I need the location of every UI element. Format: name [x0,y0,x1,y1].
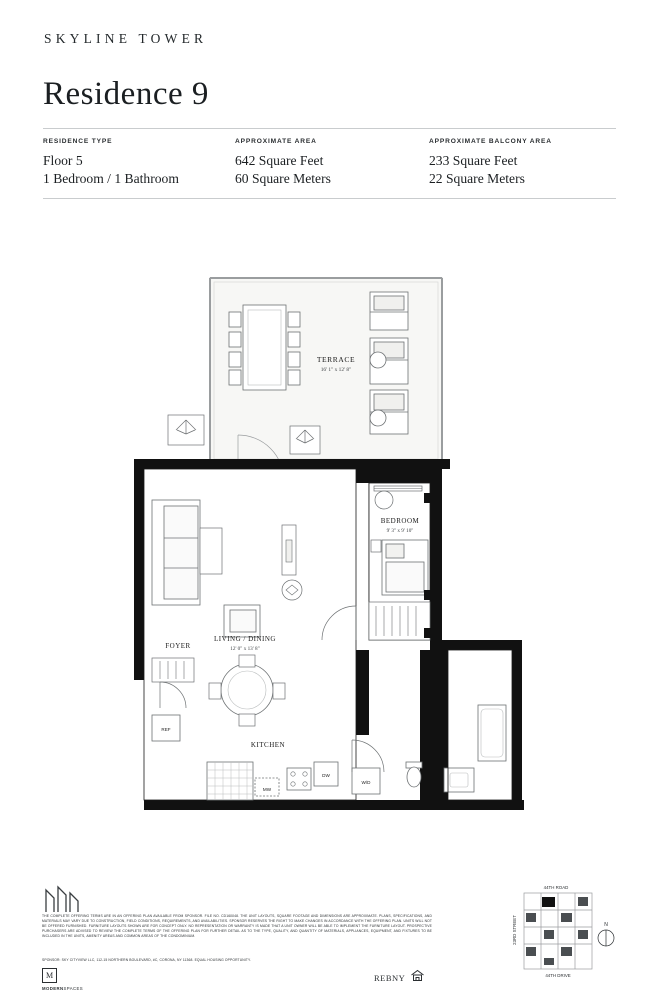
room-label-terrace: TERRACE [316,355,356,364]
spec-residence-type [43,138,235,188]
modern-spaces-name-rest: SPACES [63,986,84,991]
divider-bottom [43,198,616,199]
spec-value-line1: 233 Square Feet [429,153,518,168]
appliance-label-dw: DW [322,773,330,778]
equal-housing-icon [410,968,425,983]
keymap-label-left: 23RD STREET [512,915,517,945]
sponsor-line: SPONSOR: SKY CITYVIEW LLC, 112-15 NORTHERN BOULEVARD, #C, CORONA, NY 11368. EQUAL HOUSING OPPORTUNITY. [42,958,251,962]
appliance-label-mw: MW [262,787,272,792]
compass-north-label: N [604,922,608,928]
keymap-label-top: 44TH ROAD [543,885,569,890]
keymap-label-bottom: 44TH DRIVE [545,973,571,978]
spec-value-line2: 22 Square Meters [429,171,525,186]
appliance-label-wd: W/D [361,780,371,785]
spec-approximate-balcony-area [429,138,616,188]
spec-value-line1: 642 Square Feet [235,153,324,168]
site-key-map [508,880,618,980]
floor-plan [0,250,659,820]
spec-value-line2: 1 Bedroom / 1 Bathroom [43,171,179,186]
spec-value-line2: 60 Square Meters [235,171,331,186]
room-dims-living-dining: 12' 0" x 13' 8" [230,646,260,652]
spec-label: APPROXIMATE AREA [235,138,317,145]
legal-disclaimer: THE COMPLETE OFFERING TERMS ARE IN AN OFFERING PLAN AVAILABLE FROM SPONSOR. FILE NO. CD160048. THE UNIT LAYOUTS, SQUARE FOOTAGE AND DIMENSIONS ARE APPROXIMATE. PLANS, SPECIFICATIONS, AND MATERIALS MAY VARY DUE TO CONSTRUCTION, FIELD CONDITIONS, REQUIREMENTS, AND AVAILABILITIES. SPONSOR RESERVES THE RIGHT TO MAKE CHANGES IN ACCORDANCE WITH THE OFFERING PLAN. UNITS WILL NOT BE OFFERED FURNISHED. FURNITURE LAYOUTS SHOWN ARE FOR CONCEPT ONLY. NO REPRESENTATION OR WARRANTY IS MADE THAT A UNIT OWNER WILL BE ABLE TO IMPLEMENT THE FURNITURE LAYOUT. PROSPECTIVE PURCHASERS ARE ADVISED TO REVIEW THE COMPLETE TERMS OF THE OFFERING PLAN FOR FURTHER DETAIL AS TO THE TYPE, QUALITY, AND QUANTITY OF MATERIALS, APPLIANCES, EQUIPMENT, AND FIXTURES TO BE INCLUDED IN THE UNITS, AMENITY AREAS AND COMMON AREAS OF THE CONDOMINIUM. [42,914,432,938]
spec-value-line1: Floor 5 [43,153,83,168]
divider-top [43,128,616,129]
room-label-foyer: FOYER [165,642,191,650]
footer [0,870,659,1000]
room-label-living-dining: LIVING / DINING [214,635,276,643]
room-label-kitchen: KITCHEN [250,741,286,749]
keymap-building-marker [542,897,555,907]
spec-label: APPROXIMATE BALCONY AREA [429,138,552,145]
room-label-bedroom: BEDROOM [380,517,420,525]
modern-spaces-name [42,986,102,991]
modern-spaces-logo [42,968,102,991]
room-dims-bedroom: 9' 3" x 9' 10" [386,528,414,534]
appliance-label-ref: REF [161,727,171,732]
modern-spaces-monogram: M [42,968,57,983]
room-dims-terrace: 16' 1" x 12' 8" [320,367,352,373]
spec-approximate-area [235,138,429,188]
skyline-tower-mark-icon [42,884,82,914]
modern-spaces-name-bold: MODERN [42,986,64,991]
page-title: Residence 9 [43,76,209,112]
spec-label: RESIDENCE TYPE [43,138,113,145]
brand-logo-text: SKYLINE TOWER [44,31,208,46]
spec-row [43,138,616,188]
rebny-logo: REBNY [374,973,406,983]
